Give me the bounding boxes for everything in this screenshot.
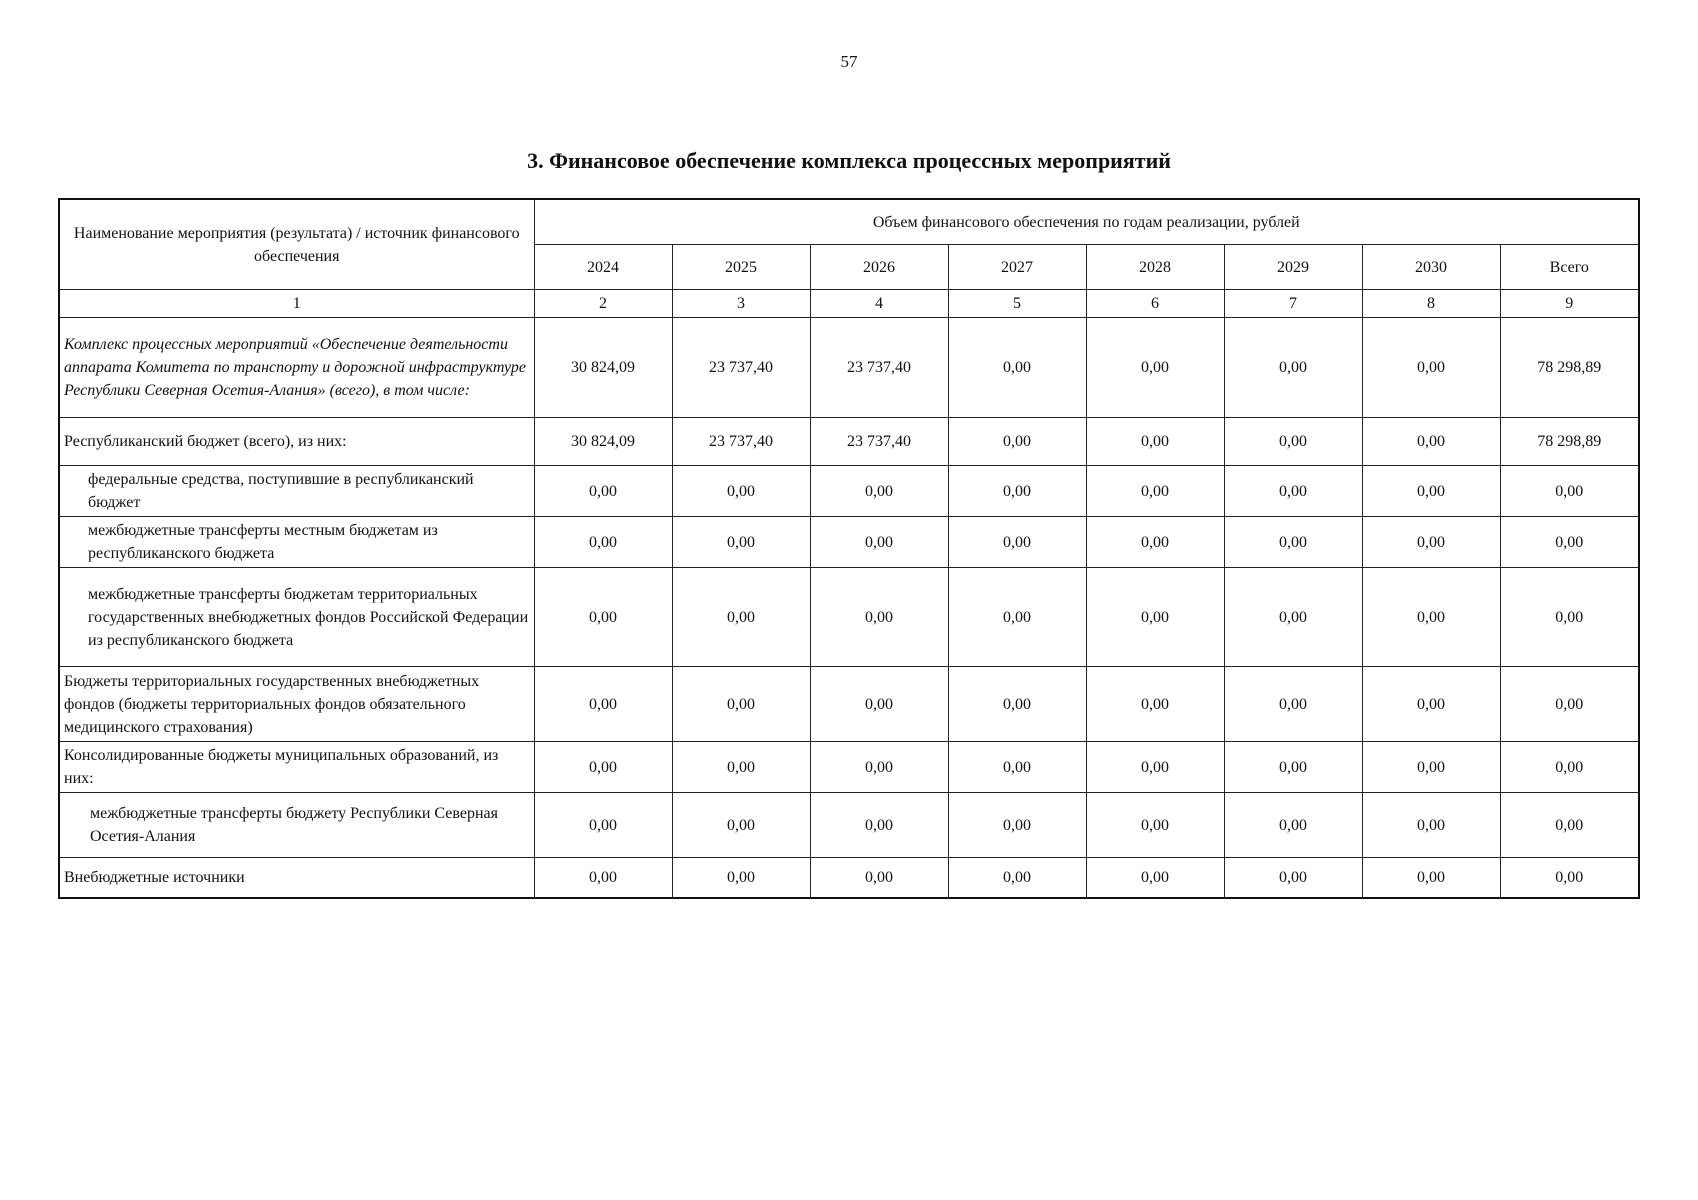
row-value: 0,00 — [672, 742, 810, 793]
row-total: 0,00 — [1500, 793, 1639, 858]
table-row — [59, 568, 1639, 667]
row-value: 0,00 — [810, 742, 948, 793]
table-row — [59, 858, 1639, 899]
row-value: 0,00 — [948, 667, 1086, 742]
row-value: 0,00 — [534, 742, 672, 793]
row-value: 0,00 — [948, 742, 1086, 793]
row-label: Комплекс процессных мероприятий «Обеспечение деятельности аппарата Комитета по транспорту и дорожной инфраструктуре Республики Северная Осетия-Алания» (всего), в том числе: — [59, 318, 534, 418]
header-row — [59, 199, 1639, 245]
financing-table — [58, 198, 1640, 899]
row-value: 0,00 — [948, 793, 1086, 858]
row-value: 0,00 — [534, 517, 672, 568]
row-value: 0,00 — [1362, 568, 1500, 667]
row-value: 0,00 — [948, 858, 1086, 899]
row-value: 0,00 — [534, 858, 672, 899]
row-value: 0,00 — [1224, 418, 1362, 466]
year-header: 2030 — [1362, 245, 1500, 290]
row-value: 0,00 — [948, 418, 1086, 466]
row-total: 0,00 — [1500, 858, 1639, 899]
column-number: 5 — [948, 290, 1086, 318]
row-value: 0,00 — [1362, 667, 1500, 742]
year-header: 2029 — [1224, 245, 1362, 290]
column-number: 2 — [534, 290, 672, 318]
row-label: межбюджетные трансферты бюджету Республики Северная Осетия-Алания — [59, 793, 534, 858]
row-value: 0,00 — [534, 667, 672, 742]
table-row — [59, 667, 1639, 742]
row-label: межбюджетные трансферты местным бюджетам из республиканского бюджета — [59, 517, 534, 568]
row-value: 0,00 — [1224, 858, 1362, 899]
row-value: 0,00 — [1362, 466, 1500, 517]
year-header: 2025 — [672, 245, 810, 290]
table-row — [59, 466, 1639, 517]
row-value: 0,00 — [672, 466, 810, 517]
row-value: 23 737,40 — [672, 318, 810, 418]
row-total: 0,00 — [1500, 517, 1639, 568]
row-value: 0,00 — [1086, 858, 1224, 899]
row-value: 0,00 — [1086, 667, 1224, 742]
row-value: 0,00 — [1362, 418, 1500, 466]
row-value: 0,00 — [810, 858, 948, 899]
section-title: 3. Финансовое обеспечение комплекса процессных мероприятий — [527, 148, 1171, 173]
column-number: 7 — [1224, 290, 1362, 318]
volume-column-header: Объем финансового обеспечения по годам реализации, рублей — [534, 199, 1639, 245]
row-value: 0,00 — [1224, 517, 1362, 568]
table-row — [59, 418, 1639, 466]
row-value: 0,00 — [1224, 667, 1362, 742]
row-value: 0,00 — [1086, 793, 1224, 858]
row-value: 0,00 — [672, 858, 810, 899]
row-label: федеральные средства, поступившие в республиканский бюджет — [59, 466, 534, 517]
row-value: 0,00 — [1362, 793, 1500, 858]
row-value: 0,00 — [1362, 517, 1500, 568]
table-row — [59, 318, 1639, 418]
row-total: 0,00 — [1500, 568, 1639, 667]
row-value: 0,00 — [1224, 568, 1362, 667]
row-total: 0,00 — [1500, 742, 1639, 793]
year-header: 2024 — [534, 245, 672, 290]
column-number: 6 — [1086, 290, 1224, 318]
row-label: Консолидированные бюджеты муниципальных образований, из них: — [59, 742, 534, 793]
table-row — [59, 793, 1639, 858]
column-number: 1 — [59, 290, 534, 318]
column-number-row — [59, 290, 1639, 318]
row-value: 0,00 — [810, 667, 948, 742]
row-value: 30 824,09 — [534, 418, 672, 466]
row-value: 0,00 — [1224, 318, 1362, 418]
row-value: 0,00 — [534, 793, 672, 858]
row-value: 0,00 — [1224, 742, 1362, 793]
column-number: 4 — [810, 290, 948, 318]
row-value: 23 737,40 — [810, 418, 948, 466]
row-value: 0,00 — [672, 667, 810, 742]
row-value: 0,00 — [1086, 418, 1224, 466]
row-value: 0,00 — [948, 568, 1086, 667]
row-value: 0,00 — [534, 568, 672, 667]
row-value: 0,00 — [672, 793, 810, 858]
row-label: Республиканский бюджет (всего), из них: — [59, 418, 534, 466]
row-value: 0,00 — [810, 793, 948, 858]
row-value: 30 824,09 — [534, 318, 672, 418]
year-header: 2026 — [810, 245, 948, 290]
name-column-header: Наименование мероприятия (результата) / источник финансового обеспечения — [59, 199, 534, 290]
row-value: 0,00 — [948, 318, 1086, 418]
row-value: 0,00 — [1224, 466, 1362, 517]
total-header: Всего — [1500, 245, 1639, 290]
column-number: 3 — [672, 290, 810, 318]
row-value: 23 737,40 — [672, 418, 810, 466]
row-value: 0,00 — [948, 517, 1086, 568]
column-number: 8 — [1362, 290, 1500, 318]
row-value: 0,00 — [672, 517, 810, 568]
year-header: 2027 — [948, 245, 1086, 290]
row-value: 23 737,40 — [810, 318, 948, 418]
page-number: 57 — [840, 52, 858, 71]
table-row — [59, 517, 1639, 568]
year-header: 2028 — [1086, 245, 1224, 290]
row-value: 0,00 — [1086, 568, 1224, 667]
row-value: 0,00 — [672, 568, 810, 667]
row-value: 0,00 — [1362, 742, 1500, 793]
row-label: Внебюджетные источники — [59, 858, 534, 899]
row-value: 0,00 — [948, 466, 1086, 517]
row-total: 78 298,89 — [1500, 318, 1639, 418]
row-value: 0,00 — [810, 568, 948, 667]
row-value: 0,00 — [810, 466, 948, 517]
row-value: 0,00 — [1086, 466, 1224, 517]
row-label: Бюджеты территориальных государственных внебюджетных фондов (бюджеты территориальных фондов обязательного медицинского страхования) — [59, 667, 534, 742]
row-value: 0,00 — [1362, 858, 1500, 899]
row-value: 0,00 — [1224, 793, 1362, 858]
row-value: 0,00 — [1362, 318, 1500, 418]
row-total: 78 298,89 — [1500, 418, 1639, 466]
table-row — [59, 742, 1639, 793]
row-total: 0,00 — [1500, 667, 1639, 742]
column-number: 9 — [1500, 290, 1639, 318]
row-value: 0,00 — [534, 466, 672, 517]
row-value: 0,00 — [1086, 318, 1224, 418]
row-value: 0,00 — [1086, 742, 1224, 793]
row-value: 0,00 — [810, 517, 948, 568]
row-label: межбюджетные трансферты бюджетам территориальных государственных внебюджетных фондов Российской Федерации из республиканского бюджета — [59, 568, 534, 667]
row-total: 0,00 — [1500, 466, 1639, 517]
row-value: 0,00 — [1086, 517, 1224, 568]
